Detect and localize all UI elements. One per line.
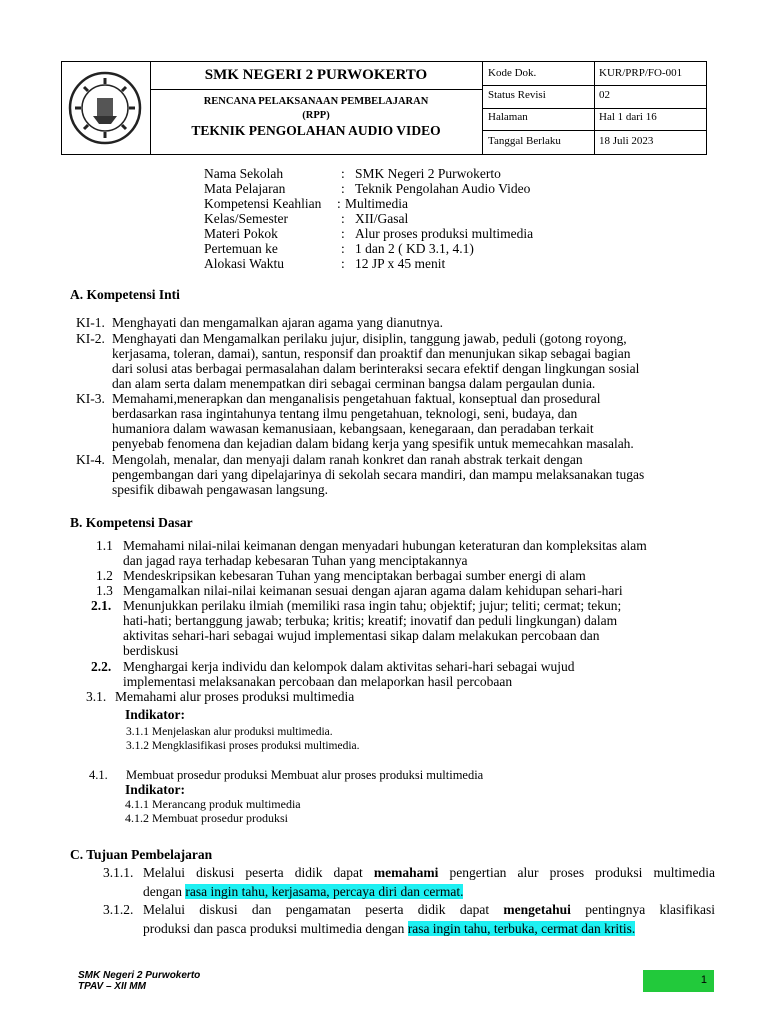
- ki-text: penyebab fenomena dan kejadian dalam bidang kerja yang spesifik untuk memecahkan masalah.: [112, 436, 634, 451]
- page-number-box: [643, 970, 714, 992]
- row-value-doc-code: KUR/PRP/FO-001: [599, 67, 683, 79]
- identity-value: SMK Negeri 2 Purwokerto: [355, 166, 501, 181]
- ki-text: pengembangan dari yang dipelajarinya di sekolah secara mandiri, dan mampu melaksanakan tugas: [112, 467, 645, 482]
- identity-label: Kompetensi Keahlian: [204, 196, 322, 211]
- identity-label: Nama Sekolah: [204, 166, 284, 181]
- objective-text: dengan rasa ingin tahu, kerjasama, percaya diri dan cermat.: [143, 884, 464, 899]
- identity-value: 12 JP x 45 menit: [355, 256, 446, 271]
- identity-sep: :: [341, 181, 345, 196]
- ki-text: dari solusi atas berbagai permasalahan dalam berinteraksi secara efektif dengan lingkungan sosial: [112, 361, 640, 376]
- document-header-table: [61, 61, 707, 155]
- doc-abbr: (RPP): [302, 110, 330, 121]
- row-value-revision: 02: [599, 89, 610, 101]
- identity-label: Materi Pokok: [204, 226, 278, 241]
- kd-text: berdiskusi: [123, 643, 179, 658]
- kd-number: 1.3: [96, 583, 113, 598]
- kd-text: Membuat prosedur produksi Membuat alur proses produksi multimedia: [126, 768, 484, 782]
- highlighted-text: rasa ingin tahu, kerjasama, percaya diri dan cermat.: [185, 884, 464, 899]
- kd-number: 1.2: [96, 568, 113, 583]
- objective-keyword: memahami: [373, 865, 439, 880]
- identity-value: XII/Gasal: [355, 211, 409, 226]
- indicator-item: 3.1.1 Menjelaskan alur produksi multimedia.: [126, 726, 333, 738]
- kd-text: Memahami alur proses produksi multimedia: [115, 689, 355, 704]
- row-label-page: Halaman: [488, 111, 528, 123]
- indicator-item: 4.1.2 Membuat prosedur produksi: [125, 811, 288, 825]
- page-number: 1: [700, 974, 707, 986]
- identity-label: Pertemuan ke: [204, 241, 278, 256]
- indicator-title: Indikator:: [125, 707, 186, 722]
- objective-text: Melalui diskusi peserta didik dapat memahami pengertian alur proses produksi multimedia: [143, 865, 715, 880]
- row-label-revision: Status Revisi: [488, 89, 546, 101]
- ki-number: KI-3.: [76, 391, 105, 406]
- ki-text: Memahami,menerapkan dan menganalisis pengetahuan faktual, konseptual dan prosedural: [112, 391, 601, 406]
- objective-text: Melalui diskusi dan pengamatan peserta didik dapat mengetahui pentingnya klasifikasi: [143, 902, 715, 917]
- kd-number: 1.1: [96, 538, 113, 553]
- kd-text: Menunjukkan perilaku ilmiah (memiliki rasa ingin tahu; objektif; jujur; teliti; cermat; tekun;: [123, 598, 622, 613]
- identity-sep: :: [341, 166, 345, 181]
- identity-value: 1 dan 2 ( KD 3.1, 4.1): [355, 241, 474, 256]
- kd-number: 4.1.: [89, 768, 108, 782]
- identity-value: Multimedia: [345, 196, 408, 211]
- identity-sep: :: [341, 256, 345, 271]
- section-a-title: A. Kompetensi Inti: [70, 287, 180, 302]
- subject-title: TEKNIK PENGOLAHAN AUDIO VIDEO: [191, 123, 441, 138]
- kd-text: hati-hati; bertanggung jawab; terbuka; kritis; kreatif; inovatif dan peduli lingkungan) dalam: [123, 613, 618, 628]
- indicator-item: 4.1.1 Merancang produk multimedia: [125, 797, 301, 811]
- kd-text: aktivitas sehari-hari sebagai wujud implementasi sikap dalam melakukan percobaan dan: [123, 628, 600, 643]
- objective-number: 3.1.1.: [103, 865, 134, 880]
- ki-text: spesifik dibawah pengawasan langsung.: [112, 482, 328, 497]
- ki-number: KI-2.: [76, 331, 105, 346]
- objective-keyword: mengetahui: [503, 902, 571, 917]
- identity-label: Alokasi Waktu: [204, 256, 285, 271]
- ki-text: Mengolah, menalar, dan menyaji dalam ranah konkret dan ranah abstrak terkait dengan: [112, 452, 583, 467]
- ki-text: humaniora dalam wawasan kemanusiaan, kebangsaan, kenegaraan, dan peradaban terkait: [112, 421, 594, 436]
- identity-sep: :: [341, 241, 345, 256]
- objective-number: 3.1.2.: [103, 902, 134, 917]
- row-value-valid-date: 18 Juli 2023: [599, 135, 654, 147]
- ki-text: kerjasama, toleran, damai), santun, responsif dan proaktif dan menunjukan sikap sebagai bagian: [112, 346, 631, 361]
- kd-text: Memahami nilai-nilai keimanan dengan menyadari hubungan keteraturan dan kompleksitas alam: [123, 538, 647, 553]
- section-c-title: C. Tujuan Pembelajaran: [70, 847, 213, 862]
- kd-number: 2.1.: [91, 598, 112, 613]
- kd-text: Menghargai kerja individu dan kelompok dalam aktivitas sehari-hari sebagai wujud: [123, 659, 575, 674]
- kd-text: Mendeskripsikan kebesaran Tuhan yang menciptakan berbagai sumber energi di alam: [123, 568, 586, 583]
- indicator-item: 3.1.2 Mengklasifikasi proses produksi multimedia.: [126, 740, 360, 752]
- objective-text: produksi dan pasca produksi multimedia dengan rasa ingin tahu, terbuka, cermat dan kritis.: [143, 921, 636, 936]
- section-b-title: B. Kompetensi Dasar: [70, 515, 193, 530]
- identity-value: Teknik Pengolahan Audio Video: [355, 181, 531, 196]
- school-logo: [65, 70, 145, 146]
- row-label-doc-code: Kode Dok.: [488, 67, 537, 79]
- row-label-valid-date: Tanggal Berlaku: [488, 135, 561, 147]
- ki-number: KI-4.: [76, 452, 105, 467]
- ki-text: Menghayati dan mengamalkan ajaran agama yang dianutnya.: [112, 315, 443, 330]
- identity-sep: :: [337, 196, 341, 211]
- indicator-title: Indikator:: [125, 782, 186, 797]
- identity-label: Mata Pelajaran: [204, 181, 286, 196]
- kd-number: 2.2.: [91, 659, 112, 674]
- ki-text: berdasarkan rasa ingintahunya tentang ilmu pengetahuan, teknologi, seni, budaya, dan: [112, 406, 578, 421]
- highlighted-text: rasa ingin tahu, terbuka, cermat dan kritis.: [407, 921, 636, 936]
- identity-sep: :: [341, 226, 345, 241]
- footer-school: SMK Negeri 2 Purwokerto: [78, 970, 201, 981]
- identity-sep: :: [341, 211, 345, 226]
- kd-text: dan jagad raya terhadap kebesaran Tuhan yang menciptakannya: [123, 553, 468, 568]
- kd-number: 3.1.: [86, 689, 107, 704]
- ki-number: KI-1.: [76, 315, 105, 330]
- kd-text: implementasi melaksanakan percobaan dan melaporkan hasil percobaan: [123, 674, 513, 689]
- doc-title: RENCANA PELAKSANAAN PEMBELAJARAN: [203, 96, 429, 107]
- row-value-page: Hal 1 dari 16: [599, 111, 657, 123]
- school-name: SMK NEGERI 2 PURWOKERTO: [204, 67, 428, 83]
- ki-text: dan alam serta dalam menempatkan diri sebagai cerminan bangsa dalam pergaulan dunia.: [112, 376, 596, 391]
- ki-text: Menghayati dan Mengamalkan perilaku jujur, disiplin, tanggung jawab, peduli (gotong royong,: [112, 331, 627, 346]
- kd-text: Mengamalkan nilai-nilai keimanan sesuai dengan ajaran agama dalam kehidupan sehari-hari: [123, 583, 623, 598]
- footer-class: TPAV – XII MM: [78, 981, 146, 992]
- identity-label: Kelas/Semester: [204, 211, 288, 226]
- identity-value: Alur proses produksi multimedia: [355, 226, 534, 241]
